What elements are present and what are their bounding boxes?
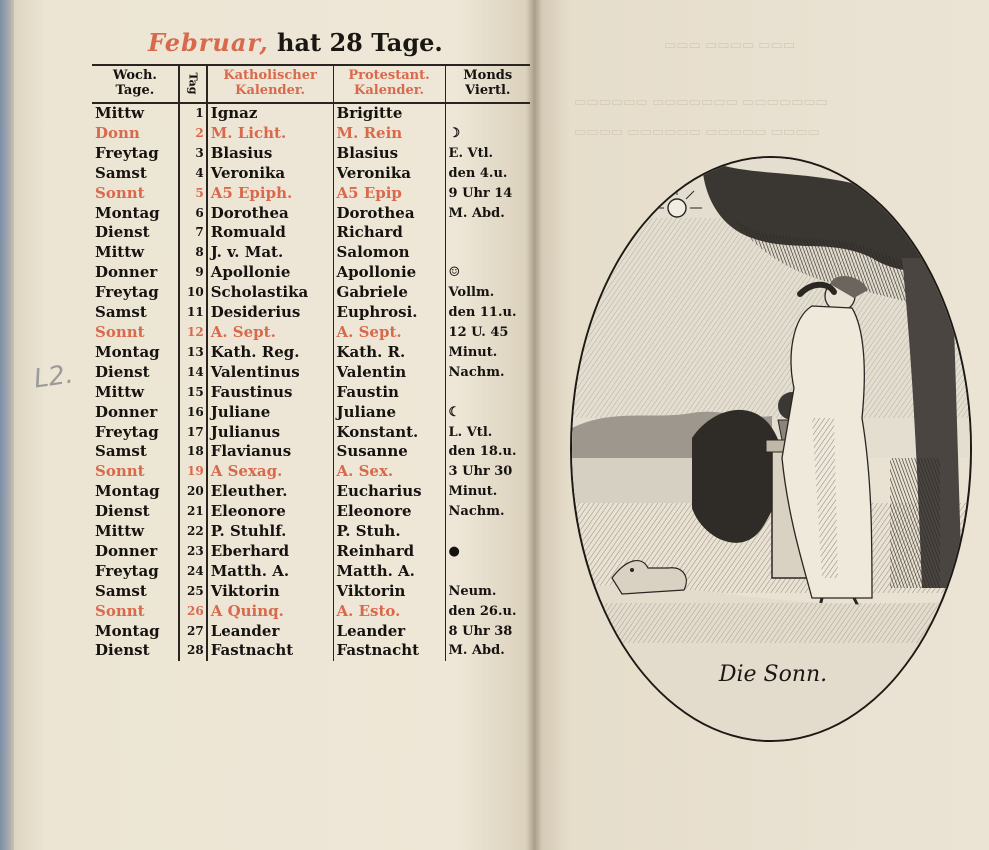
calendar-row (92, 522, 530, 542)
weekday-cell: Montag (95, 482, 160, 501)
day-number-cell: 15 (179, 383, 207, 403)
calendar-row (92, 482, 530, 502)
header-day-number (179, 65, 207, 103)
day-number-cell: 17 (179, 423, 207, 443)
calendar-row (92, 124, 530, 144)
calendar-row (92, 403, 530, 423)
protestant-saint-cell: Brigitte (333, 103, 445, 124)
weekday-cell: Sonnt (95, 462, 145, 481)
day-number-cell: 20 (179, 482, 207, 502)
moon-phase-cell: Vollm. (445, 283, 530, 303)
header-moon-quarter: Monds Viertl. (445, 65, 530, 103)
catholic-saint-cell: Veronika (207, 164, 333, 184)
protestant-saint-cell: Reinhard (333, 542, 445, 562)
catholic-saint-cell: Flavianus (207, 442, 333, 462)
moon-phase-cell (445, 522, 530, 542)
day-number-cell: 11 (179, 303, 207, 323)
day-number-cell: 24 (179, 562, 207, 582)
catholic-saint-cell: Eberhard (207, 542, 333, 562)
calendar-row (92, 164, 530, 184)
catholic-saint-cell: P. Stuhlf. (207, 522, 333, 542)
moon-phase-cell: den 18.u. (445, 442, 530, 462)
weekday-cell: Mittw (95, 522, 145, 541)
weekday-cell: Mittw (95, 104, 145, 122)
engraving-caption: Die Sonn. (718, 662, 828, 687)
weekday-cell: Dienst (95, 641, 150, 660)
catholic-saint-cell: Juliane (207, 403, 333, 423)
day-number-cell: 14 (179, 363, 207, 383)
moon-phase-cell: M. Abd. (445, 641, 530, 661)
day-number-cell: 10 (179, 283, 207, 303)
calendar-row (92, 462, 530, 482)
show-through-text: ▭▭▭▭ ▭▭▭▭▭▭ ▭▭▭▭▭ ▭▭▭▭ (574, 125, 820, 140)
protestant-saint-cell: Valentin (333, 363, 445, 383)
catholic-saint-cell: Romuald (207, 223, 333, 243)
calendar-row (92, 383, 530, 403)
moon-phase-cell: 9 Uhr 14 (445, 184, 530, 204)
moon-phase-cell: 12 U. 45 (445, 323, 530, 343)
book-gutter (526, 0, 542, 850)
calendar-header-row (92, 65, 530, 103)
moon-phase-cell: Nachm. (445, 363, 530, 383)
calendar-row (92, 641, 530, 661)
day-number-cell: 28 (179, 641, 207, 661)
weekday-cell: Donner (95, 541, 158, 560)
moon-phase-cell: den 26.u. (445, 602, 530, 622)
header-catholic-calendar: Katholischer Kalender. (207, 65, 333, 103)
engraving-oval (570, 156, 972, 742)
weekday-cell: Montag (95, 342, 160, 361)
moon-phase-cell (445, 223, 530, 243)
weekday-cell: Dienst (95, 362, 150, 381)
day-number-cell: 26 (179, 602, 207, 622)
calendar-row (92, 184, 530, 204)
weekday-cell: Freytag (95, 143, 159, 162)
moon-phase-cell: ☽ (445, 124, 530, 144)
calendar-table (92, 64, 530, 661)
protestant-saint-cell: P. Stuh. (333, 522, 445, 542)
moon-phase-cell: den 4.u. (445, 164, 530, 184)
day-number-cell: 6 (179, 204, 207, 224)
day-number-cell: 22 (179, 522, 207, 542)
calendar-row (92, 582, 530, 602)
protestant-saint-cell: A. Sept. (333, 323, 445, 343)
catholic-saint-cell: Viktorin (207, 582, 333, 602)
calendar-row (92, 243, 530, 263)
weekday-cell: Dienst (95, 502, 150, 521)
calendar-row (92, 562, 530, 582)
protestant-saint-cell: Faustin (333, 383, 445, 403)
calendar-row (92, 502, 530, 522)
catholic-saint-cell: Desiderius (207, 303, 333, 323)
day-number-cell: 5 (179, 184, 207, 204)
catholic-saint-cell: Fastnacht (207, 641, 333, 661)
weekday-cell: Sonnt (95, 322, 145, 341)
show-through-text: ▭▭▭ ▭▭▭▭ ▭▭▭ (664, 38, 796, 53)
day-number-cell: 3 (179, 144, 207, 164)
moon-phase-cell (445, 243, 530, 263)
moon-phase-cell: 3 Uhr 30 (445, 462, 530, 482)
moon-phase-cell: ☺ (445, 263, 530, 283)
catholic-saint-cell: Dorothea (207, 204, 333, 224)
calendar-body (92, 103, 530, 661)
catholic-saint-cell: Eleonore (207, 502, 333, 522)
catholic-saint-cell: Julianus (207, 423, 333, 443)
calendar-row (92, 303, 530, 323)
protestant-saint-cell: Konstant. (333, 423, 445, 443)
moon-phase-cell: M. Abd. (445, 204, 530, 224)
calendar-row (92, 263, 530, 283)
catholic-saint-cell: Valentinus (207, 363, 333, 383)
moon-phase-cell (445, 103, 530, 124)
weekday-cell: Donn (95, 123, 140, 142)
protestant-saint-cell: Veronika (333, 164, 445, 184)
day-number-cell: 8 (179, 243, 207, 263)
weekday-cell: Donner (95, 263, 158, 282)
header-day-number-label: Tag (186, 72, 200, 94)
protestant-saint-cell: A. Sex. (333, 462, 445, 482)
day-number-cell: 27 (179, 622, 207, 642)
day-number-cell: 18 (179, 442, 207, 462)
catholic-saint-cell: A. Sept. (207, 323, 333, 343)
day-number-cell: 7 (179, 223, 207, 243)
weekday-cell: Dienst (95, 223, 150, 242)
day-number-cell: 13 (179, 343, 207, 363)
moon-phase-cell: Minut. (445, 482, 530, 502)
catholic-saint-cell: Faustinus (207, 383, 333, 403)
weekday-cell: Freytag (95, 561, 159, 580)
moon-phase-cell: 8 Uhr 38 (445, 622, 530, 642)
protestant-saint-cell: Richard (333, 223, 445, 243)
month-days: hat 28 Tage. (268, 28, 443, 57)
protestant-saint-cell: Eucharius (333, 482, 445, 502)
weekday-cell: Freytag (95, 283, 159, 302)
header-weekday: Woch. Tage. (92, 65, 179, 103)
show-through-text: ▭▭▭▭▭▭ ▭▭▭▭▭▭▭ ▭▭▭▭▭▭▭ (574, 95, 828, 110)
moon-phase-cell: ● (445, 542, 530, 562)
weekday-cell: Sonnt (95, 601, 145, 620)
day-number-cell: 25 (179, 582, 207, 602)
protestant-saint-cell: A5 Epip (333, 184, 445, 204)
moon-phase-cell (445, 383, 530, 403)
weekday-cell: Sonnt (95, 183, 145, 202)
weekday-cell: Samst (95, 163, 147, 182)
month-name: Februar, (148, 28, 269, 57)
moon-phase-cell: Nachm. (445, 502, 530, 522)
book-fore-edge (0, 0, 14, 850)
moon-phase-cell: Neum. (445, 582, 530, 602)
calendar-row (92, 622, 530, 642)
protestant-saint-cell: Susanne (333, 442, 445, 462)
calendar-row (92, 343, 530, 363)
calendar-row (92, 323, 530, 343)
protestant-saint-cell: A. Esto. (333, 602, 445, 622)
calendar-row (92, 144, 530, 164)
day-number-cell: 12 (179, 323, 207, 343)
protestant-saint-cell: Eleonore (333, 502, 445, 522)
catholic-saint-cell: Ignaz (207, 103, 333, 124)
calendar-row (92, 283, 530, 303)
protestant-saint-cell: Salomon (333, 243, 445, 263)
protestant-saint-cell: Gabriele (333, 283, 445, 303)
day-number-cell: 9 (179, 263, 207, 283)
calendar-row (92, 442, 530, 462)
pencil-margin-note: L2. (32, 359, 76, 395)
weekday-cell: Donner (95, 402, 158, 421)
engraving-frame (570, 156, 972, 742)
catholic-saint-cell: M. Licht. (207, 124, 333, 144)
catholic-saint-cell: Matth. A. (207, 562, 333, 582)
moon-phase-cell: ☾ (445, 403, 530, 423)
protestant-saint-cell: Euphrosi. (333, 303, 445, 323)
calendar-row (92, 542, 530, 562)
moon-phase-cell: den 11.u. (445, 303, 530, 323)
day-number-cell: 21 (179, 502, 207, 522)
catholic-saint-cell: Eleuther. (207, 482, 333, 502)
catholic-saint-cell: Scholastika (207, 283, 333, 303)
day-number-cell: 19 (179, 462, 207, 482)
protestant-saint-cell: Blasius (333, 144, 445, 164)
moon-phase-cell: Minut. (445, 343, 530, 363)
catholic-saint-cell: Leander (207, 622, 333, 642)
catholic-saint-cell: Kath. Reg. (207, 343, 333, 363)
engraving-illustration (572, 158, 972, 742)
calendar-row (92, 223, 530, 243)
protestant-saint-cell: Dorothea (333, 204, 445, 224)
moon-phase-cell (445, 562, 530, 582)
protestant-saint-cell: Fastnacht (333, 641, 445, 661)
weekday-cell: Montag (95, 621, 160, 640)
weekday-cell: Mittw (95, 243, 145, 262)
protestant-saint-cell: M. Rein (333, 124, 445, 144)
day-number-cell: 23 (179, 542, 207, 562)
catholic-saint-cell: A Quinq. (207, 602, 333, 622)
day-number-cell: 16 (179, 403, 207, 423)
calendar-row (92, 103, 530, 124)
protestant-saint-cell: Apollonie (333, 263, 445, 283)
page-title (148, 28, 443, 57)
weekday-cell: Freytag (95, 422, 159, 441)
header-protestant-calendar: Protestant. Kalender. (333, 65, 445, 103)
protestant-saint-cell: Kath. R. (333, 343, 445, 363)
day-number-cell: 2 (179, 124, 207, 144)
calendar-row (92, 363, 530, 383)
moon-phase-cell: E. Vtl. (445, 144, 530, 164)
weekday-cell: Mittw (95, 382, 145, 401)
calendar-row (92, 602, 530, 622)
moon-phase-cell: L. Vtl. (445, 423, 530, 443)
weekday-cell: Samst (95, 442, 147, 461)
calendar-row (92, 204, 530, 224)
calendar-row (92, 423, 530, 443)
catholic-saint-cell: A Sexag. (207, 462, 333, 482)
protestant-saint-cell: Leander (333, 622, 445, 642)
protestant-saint-cell: Juliane (333, 403, 445, 423)
catholic-saint-cell: Apollonie (207, 263, 333, 283)
catholic-saint-cell: Blasius (207, 144, 333, 164)
weekday-cell: Montag (95, 203, 160, 222)
weekday-cell: Samst (95, 303, 147, 322)
day-number-cell: 1 (179, 103, 207, 124)
protestant-saint-cell: Matth. A. (333, 562, 445, 582)
catholic-saint-cell: J. v. Mat. (207, 243, 333, 263)
catholic-saint-cell: A5 Epiph. (207, 184, 333, 204)
protestant-saint-cell: Viktorin (333, 582, 445, 602)
day-number-cell: 4 (179, 164, 207, 184)
weekday-cell: Samst (95, 581, 147, 600)
